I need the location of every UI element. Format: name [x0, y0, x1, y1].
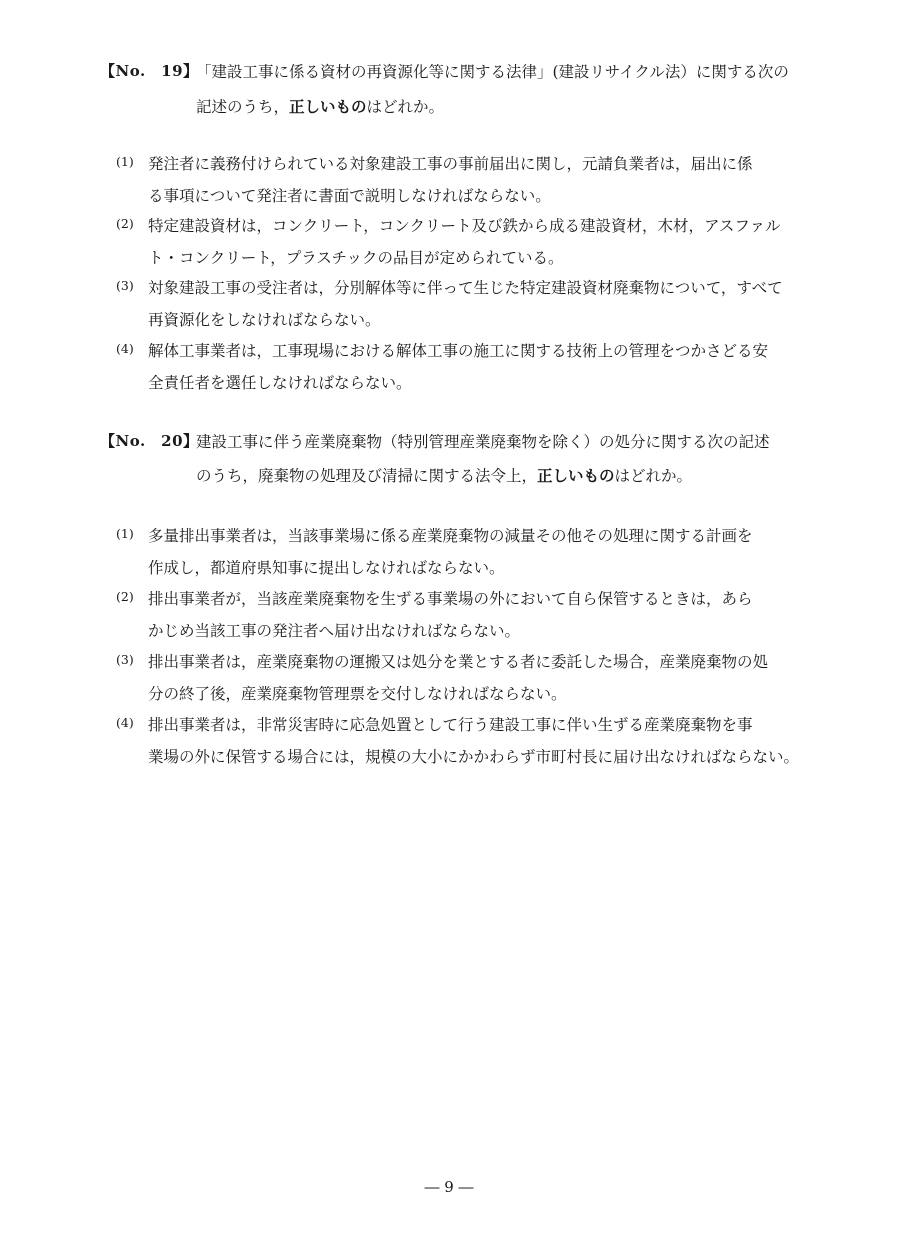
choice-label: (1) — [116, 526, 134, 541]
choice-text-line: 作成し，都道府県知事に提出しなければならない。 — [148, 559, 505, 577]
choice-text-line: 特定建設資材は，コンクリート，コンクリート及び鉄から成る建設資材，木材，アスファル — [148, 217, 781, 235]
choice-text-line: 分の終了後，産業廃棄物管理票を交付しなければならない。 — [148, 685, 567, 703]
choice-text-line: 再資源化をしなければならない。 — [148, 311, 381, 329]
question-number: 【No. 20】 — [100, 432, 199, 450]
choice-label: (1) — [116, 154, 134, 169]
choice-text-line: 全責任者を選任しなければならない。 — [148, 374, 412, 392]
stem-line: 建設工事に伴う産業廃棄物（特別管理産業廃棄物を除く）の処分に関する次の記述 — [196, 433, 770, 451]
choice-label: (2) — [116, 216, 134, 231]
question-number: 【No. 19】 — [100, 62, 199, 80]
choice-label: (4) — [116, 715, 134, 730]
choice-label: (4) — [116, 341, 134, 356]
stem-line: のうち，廃棄物の処理及び清掃に関する法令上，正しいものはどれか。 — [196, 467, 693, 485]
choice-text-line: 多量排出事業者は，当該事業場に係る産業廃棄物の減量その他その処理に関する計画を — [148, 527, 753, 545]
choice-label: (3) — [116, 652, 134, 667]
choice-text-line: 業場の外に保管する場合には，規模の大小にかかわらず市町村長に届け出なければならない。 — [148, 748, 800, 766]
choice-text-line: 排出事業者は，産業廃棄物の運搬又は処分を業とする者に委託した場合，産業廃棄物の処 — [148, 653, 769, 671]
choice-text-line: かじめ当該工事の発注者へ届け出なければならない。 — [148, 622, 521, 640]
emphasis-text: 正しいもの — [537, 467, 615, 485]
stem-line: 記述のうち，正しいものはどれか。 — [196, 98, 445, 116]
choice-text-line: 排出事業者は，非常災害時に応急処置として行う建設工事に伴い生ずる産業廃棄物を事 — [148, 716, 753, 734]
emphasis-text: 正しいもの — [289, 98, 367, 116]
choice-text-line: 排出事業者が，当該産業廃棄物を生ずる事業場の外において自ら保管するときは，あら — [148, 590, 753, 608]
choice-text-line: る事項について発注者に書面で説明しなければならない。 — [148, 187, 551, 205]
choice-text-line: ト・コンクリート，プラスチックの品目が定められている。 — [148, 249, 564, 267]
page-number: ― 9 ― — [424, 1178, 474, 1196]
stem-line: 「建設工事に係る資材の再資源化等に関する法律」(建設リサイクル法）に関する次の — [196, 63, 789, 81]
choice-label: (3) — [116, 278, 134, 293]
choice-text-line: 解体工事業者は，工事現場における解体工事の施工に関する技術上の管理をつかさどる安 — [148, 342, 769, 360]
choice-text-line: 対象建設工事の受注者は，分別解体等に伴って生じた特定建設資材廃棄物について，すべて — [148, 279, 783, 297]
choice-text-line: 発注者に義務付けられている対象建設工事の事前届出に関し，元請負業者は，届出に係 — [148, 155, 753, 173]
choice-label: (2) — [116, 589, 134, 604]
